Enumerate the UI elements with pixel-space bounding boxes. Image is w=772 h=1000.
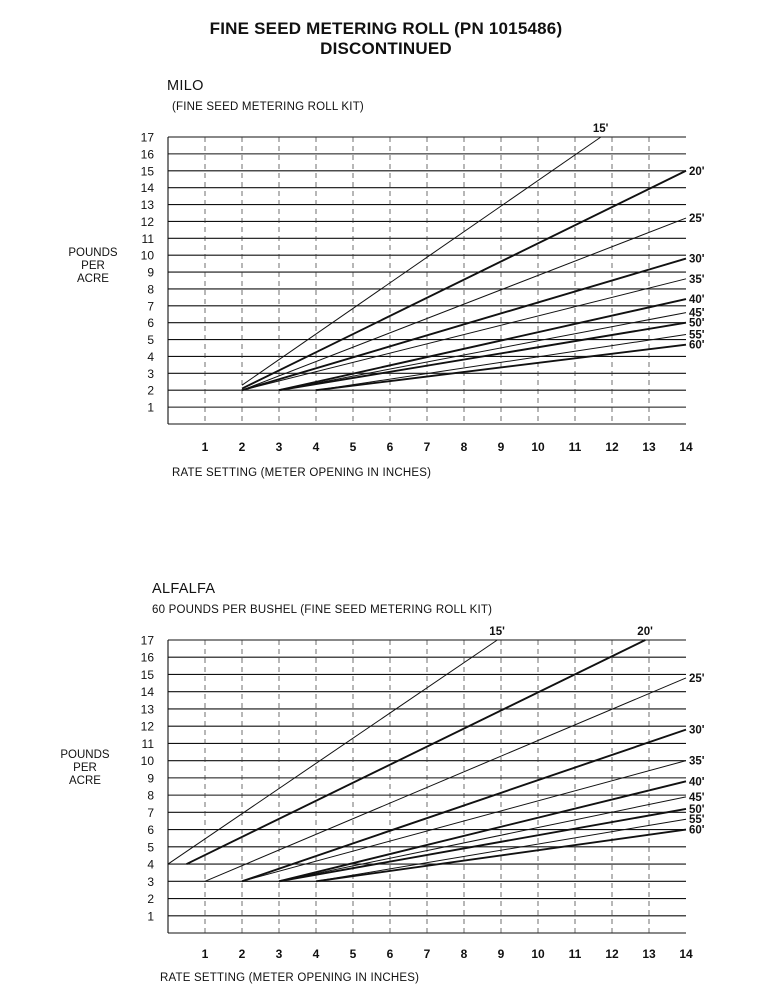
y-tick-label: 16: [140, 147, 154, 162]
alfalfa-series-label: 15': [489, 626, 505, 638]
x-tick-label: 5: [349, 440, 357, 454]
y-tick-label: 15: [140, 164, 154, 179]
y-tick-label: 12: [140, 214, 154, 229]
alfalfa-series-label: 45': [689, 791, 705, 804]
milo-chart-title: MILO: [167, 78, 204, 94]
y-tick-label: 17: [140, 633, 154, 648]
x-tick-label: 2: [238, 947, 246, 961]
x-tick-label: 4: [312, 440, 320, 454]
y-tick-label: 11: [141, 231, 154, 246]
y-label-line-1: POUNDS: [60, 749, 110, 761]
alfalfa-series-label: 55': [689, 814, 705, 827]
y-tick-label: 7: [147, 299, 154, 314]
y-tick-label: 9: [147, 265, 154, 280]
y-tick-label: 6: [147, 823, 154, 838]
alfalfa-series-line: [168, 640, 497, 864]
y-tick-label: 12: [140, 719, 154, 734]
x-tick-label: 3: [275, 440, 283, 454]
milo-series-label: 45': [689, 307, 705, 320]
milo-series-label: 60': [689, 339, 705, 352]
alfalfa-series-label: 35': [689, 755, 705, 768]
x-tick-label: 14: [679, 440, 693, 454]
x-tick-label: 8: [460, 947, 468, 961]
y-tick-label: 7: [147, 805, 154, 820]
x-tick-label: 10: [531, 440, 545, 454]
y-label-line-2: PER: [73, 762, 97, 774]
alfalfa-series-label: 60': [689, 824, 705, 837]
y-tick-label: 4: [147, 349, 154, 364]
x-tick-label: 6: [386, 440, 394, 454]
milo-series-label: 40': [689, 294, 705, 307]
y-tick-label: 5: [147, 840, 154, 855]
y-tick-label: 17: [140, 130, 154, 145]
alfalfa-x-axis-label: RATE SETTING (METER OPENING IN INCHES): [160, 972, 420, 984]
x-tick-label: 13: [642, 440, 656, 454]
x-tick-label: 3: [275, 947, 283, 961]
x-tick-label: 7: [423, 440, 431, 454]
y-tick-label: 14: [140, 685, 154, 700]
y-tick-label: 13: [140, 198, 154, 213]
y-tick-label: 13: [140, 702, 154, 717]
alfalfa-chart-title: ALFALFA: [152, 581, 216, 597]
y-tick-label: 9: [147, 771, 154, 786]
y-tick-label: 2: [147, 892, 154, 907]
x-tick-label: 11: [568, 440, 582, 454]
y-tick-label: 2: [147, 383, 154, 398]
y-tick-label: 8: [147, 282, 154, 297]
x-tick-label: 5: [349, 947, 357, 961]
y-tick-label: 15: [140, 667, 154, 682]
x-tick-label: 12: [605, 440, 619, 454]
x-tick-label: 11: [568, 947, 582, 961]
alfalfa-series-line: [316, 819, 686, 881]
y-tick-label: 11: [141, 736, 154, 751]
x-tick-label: 1: [201, 947, 209, 961]
alfalfa-chart-subtitle: 60 POUNDS PER BUSHEL (FINE SEED METERING ROLL KIT): [152, 604, 493, 616]
x-tick-label: 12: [605, 947, 619, 961]
milo-series-label: 30': [689, 253, 705, 266]
alfalfa-series-line: [279, 809, 686, 881]
grid: [168, 640, 686, 933]
y-tick-label: 4: [147, 857, 154, 872]
y-tick-label: 6: [147, 316, 154, 331]
x-tick-label: 9: [497, 947, 505, 961]
y-tick-label: 10: [140, 248, 154, 263]
milo-series-label: 50': [689, 317, 705, 330]
alfalfa-series-line: [279, 781, 686, 881]
x-tick-label: 9: [497, 440, 505, 454]
y-tick-label: 1: [147, 400, 154, 415]
y-tick-label: 3: [147, 366, 154, 381]
x-tick-label: 14: [679, 947, 693, 961]
y-tick-label: 16: [140, 650, 154, 665]
alfalfa-series-label: 30': [689, 724, 705, 737]
x-tick-label: 1: [201, 440, 209, 454]
x-tick-label: 10: [531, 947, 545, 961]
page-subtitle: DISCONTINUED: [320, 39, 452, 58]
milo-series-label: 55': [689, 329, 705, 342]
y-tick-label: 8: [147, 788, 154, 803]
alfalfa-series-label: 50': [689, 803, 705, 816]
alfalfa-series-line: [187, 640, 646, 864]
y-tick-label: 1: [147, 909, 154, 924]
x-tick-label: 7: [423, 947, 431, 961]
alfalfa-series-label: 25': [689, 672, 705, 685]
y-tick-label: 10: [140, 754, 154, 769]
milo-x-axis-label: RATE SETTING (METER OPENING IN INCHES): [172, 467, 432, 479]
milo-series-label: 15': [592, 123, 609, 135]
y-label-line-3: ACRE: [69, 775, 101, 787]
milo-series-label: 25': [689, 213, 705, 226]
x-tick-label: 6: [386, 947, 394, 961]
milo-chart-subtitle: (FINE SEED METERING ROLL KIT): [172, 101, 364, 113]
x-tick-label: 13: [642, 947, 656, 961]
milo-series-label: 35': [689, 273, 705, 286]
x-tick-label: 8: [460, 440, 468, 454]
y-label-line-3: ACRE: [77, 273, 109, 285]
alfalfa-series-label: 20': [637, 626, 653, 638]
y-tick-label: 5: [147, 333, 154, 348]
y-tick-label: 3: [147, 874, 154, 889]
x-tick-label: 2: [238, 440, 246, 454]
y-tick-label: 14: [140, 181, 154, 196]
y-label-line-1: POUNDS: [68, 247, 118, 259]
x-tick-label: 4: [312, 947, 320, 961]
alfalfa-series-label: 40': [689, 776, 705, 789]
y-label-line-2: PER: [81, 260, 105, 272]
page-title: FINE SEED METERING ROLL (PN 1015486): [209, 19, 563, 38]
milo-series-label: 20': [689, 165, 705, 178]
